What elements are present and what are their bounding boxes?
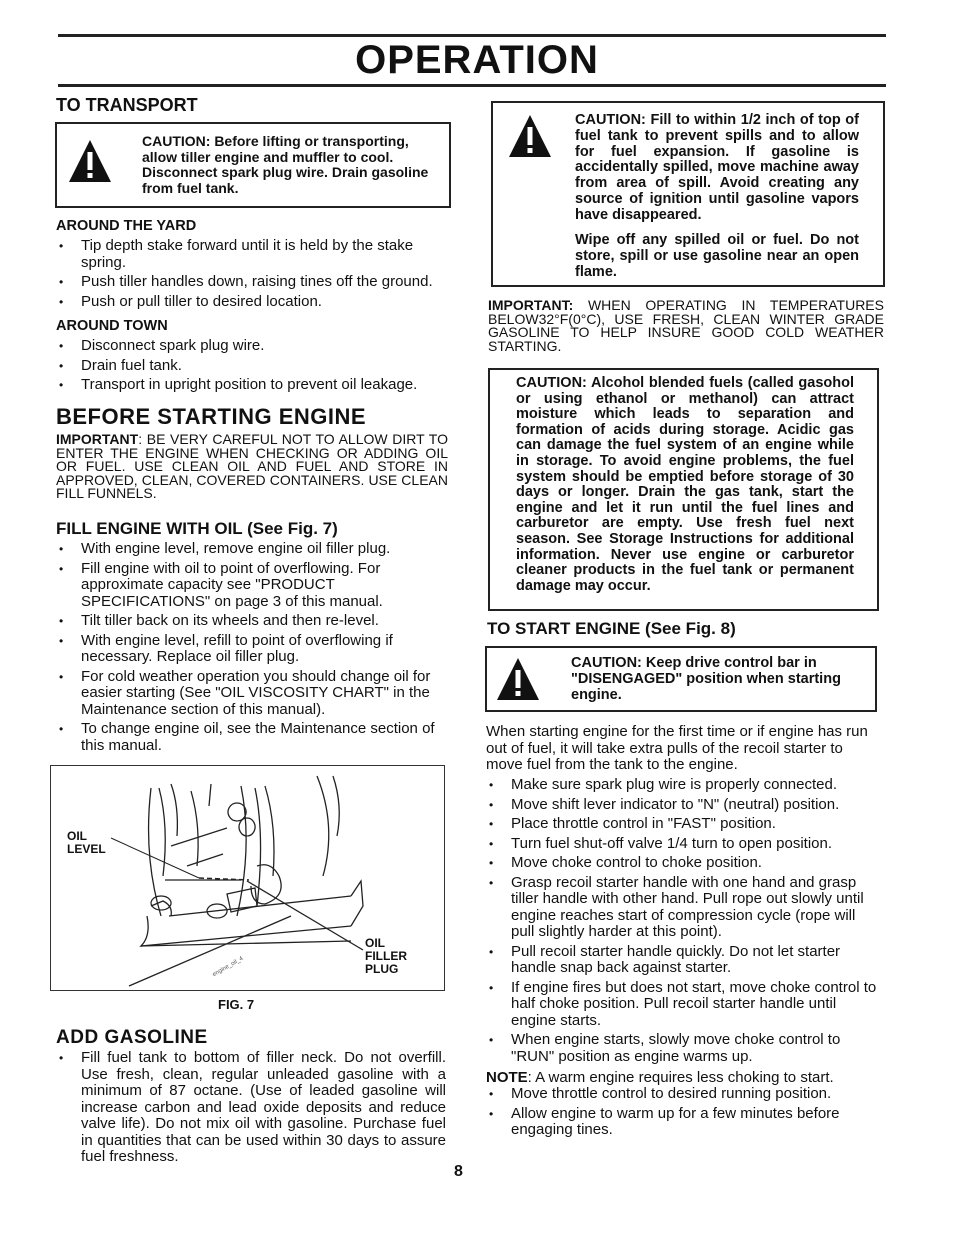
- list-item: • Fill fuel tank to bottom of filler neck. Do not overfill. Use fresh, clean, regular unleaded gasoline with a minimum of 87 octane. (Use of leaded gasoline will increase carbon and lead oxide deposits and reduce valve life). Do not mix oil with gasoline. Purchase fuel in quantities that can be used within 30 days to assure fuel freshness.: [56, 1050, 446, 1166]
- final-steps-list: [486, 1086, 878, 1142]
- figure-7-caption: FIG. 7: [218, 997, 255, 1012]
- important-text: : BE VERY CAREFUL NOT TO ALLOW DIRT TO ENTER THE ENGINE WHEN CHECKING OR ADDING OIL OR FUEL. USE CLEAN OIL AND FUEL AND STORE IN APPROVED, CLEAN, COVERED CONTAINERS. USE CLEAN FILL FUNNELS.: [56, 431, 448, 501]
- list-item: • Disconnect spark plug wire.: [56, 338, 451, 355]
- figure-7-frame: [50, 765, 445, 991]
- around-yard-list: [56, 238, 451, 313]
- fill-oil-list: [56, 541, 448, 757]
- list-item: • Tilt tiller back on its wheels and then re-level.: [56, 613, 448, 630]
- warning-icon: [507, 113, 553, 159]
- list-item: • Move throttle control to desired running position.: [486, 1086, 878, 1103]
- drive-caution-text: CAUTION: Keep drive control bar in "DISENGAGED" position when starting engine.: [571, 655, 841, 703]
- top-rule: [58, 34, 886, 37]
- list-item: • Make sure spark plug wire is properly connected.: [486, 777, 878, 794]
- note-text: : A warm engine requires less choking to start.: [527, 1069, 834, 1086]
- note: [486, 1069, 880, 1086]
- drive-caution-box: [485, 646, 877, 712]
- fill-oil-heading: FILL ENGINE WITH OIL (See Fig. 7): [56, 519, 338, 538]
- start-intro: When starting engine for the first time or if engine has run out of fuel, it will take extra pulls of the recoil starter to move fuel from the tank to the engine.: [486, 723, 868, 773]
- add-gasoline-list: [56, 1050, 446, 1169]
- around-town-heading: AROUND TOWN: [56, 318, 168, 334]
- list-item: • Transport in upright position to prevent oil leakage.: [56, 377, 451, 394]
- page-title: OPERATION: [355, 38, 599, 82]
- list-item: • Fill engine with oil to point of overflowing. For approximate capacity see "PRODUCT SPECIFICATIONS" on page 3 of this manual.: [56, 561, 448, 611]
- alcohol-caution-text: CAUTION: Alcohol blended fuels (called gasohol or using ethanol or methanol) can attract moisture which leads to separation and formation of acids during storage. Acidic gas can damage the fuel system of an engine while in storage. To avoid engine problems, the fuel system should be emptied before storage of 30 days or longer. Drain the gas tank, start the engine and let it run until the fuel lines and carburetor are empty. Use fresh fuel next season. See Storage Instructions for additional information. Never use engine or carburetor cleaner products in the fuel tank or permanent damage may occur.: [516, 375, 854, 594]
- oil-level-line2: LEVEL: [67, 842, 106, 856]
- before-starting-important: [56, 433, 448, 501]
- list-item: • Pull recoil starter handle quickly. Do not let starter handle snap back against starter.: [486, 944, 878, 977]
- list-item: • Turn fuel shut-off valve 1/4 turn to open position.: [486, 836, 878, 853]
- alcohol-caution-box: [488, 368, 879, 611]
- around-town-list: [56, 338, 451, 397]
- to-transport-heading: TO TRANSPORT: [56, 95, 198, 115]
- important-label: IMPORTANT: [56, 431, 139, 447]
- list-item: • With engine level, remove engine oil filler plug.: [56, 541, 448, 558]
- important-label: IMPORTANT:: [488, 297, 574, 313]
- list-item: • Grasp recoil starter handle with one hand and grasp tiller handle with other hand. Pull rope out slowly until engine reaches start of compression cycle (rope will pull slightly harder at this point).: [486, 875, 878, 941]
- list-item: • To change engine oil, see the Maintenance section of this manual.: [56, 721, 448, 754]
- page-number: 8: [454, 1163, 463, 1180]
- spill-caution-text: Wipe off any spilled oil or fuel. Do not store, spill or use gasoline near an open flame.: [575, 232, 859, 280]
- figure-code: engine_oil_4: [211, 955, 245, 979]
- transport-caution-box: [55, 122, 451, 208]
- list-item: • Move choke control to choke position.: [486, 855, 878, 872]
- before-starting-heading: BEFORE STARTING ENGINE: [56, 404, 367, 429]
- filler-line1: OIL: [365, 936, 385, 950]
- warning-icon: [67, 138, 113, 184]
- filler-line2: FILLER: [365, 949, 407, 963]
- transport-caution-text: CAUTION: Before lifting or transporting, allow tiller engine and muffler to cool. Disconnect spark plug wire. Drain gasoline from fuel tank.: [142, 133, 429, 196]
- list-item: • Push tiller handles down, raising tines off the ground.: [56, 274, 451, 291]
- list-item: • With engine level, refill to point of overflowing if necessary. Replace oil filler plug.: [56, 633, 448, 666]
- oil-level-label: [67, 830, 106, 856]
- oil-level-line1: OIL: [67, 829, 87, 843]
- start-steps-list: [486, 777, 878, 1068]
- filler-line3: PLUG: [365, 962, 399, 976]
- important-text: WHEN OPERATING IN TEMPERATURES BELOW32°F(0°C), USE FRESH, CLEAN WINTER GRADE GASOLINE TO HELP INSURE GOOD COLD WEATHER STARTING.: [488, 297, 884, 354]
- fuel-caution-box: [491, 101, 885, 287]
- fuel-caution-text: CAUTION: Fill to within 1/2 inch of top of fuel tank to prevent spills and to allow for fuel expansion. If gasoline is accidentally spilled, move machine away from area of spill. Avoid creating any source of ignition until gasoline vapors have disappeared.: [575, 112, 859, 223]
- list-item: • Push or pull tiller to desired location.: [56, 294, 451, 311]
- title-rule: [58, 84, 886, 87]
- add-gasoline-heading: ADD GASOLINE: [56, 1027, 208, 1048]
- oil-filler-plug-label: [365, 937, 407, 976]
- list-item: • Drain fuel tank.: [56, 358, 451, 375]
- list-item: • Tip depth stake forward until it is held by the stake spring.: [56, 238, 451, 271]
- list-item: • If engine fires but does not start, move choke control to half choke position. Pull recoil starter handle until engine starts.: [486, 980, 878, 1030]
- list-item: • Allow engine to warm up for a few minutes before engaging tines.: [486, 1106, 878, 1139]
- to-start-heading: TO START ENGINE (See Fig. 8): [487, 619, 736, 638]
- list-item: • Move shift lever indicator to "N" (neutral) position.: [486, 797, 878, 814]
- list-item: • Place throttle control in "FAST" position.: [486, 816, 878, 833]
- winter-important: [488, 299, 884, 353]
- note-label: NOTE: [486, 1069, 528, 1086]
- list-item: • When engine starts, slowly move choke control to "RUN" position as engine warms up.: [486, 1032, 878, 1065]
- around-yard-heading: AROUND THE YARD: [56, 218, 197, 234]
- list-item: • For cold weather operation you should change oil for easier starting (See "OIL VISCOSITY CHART" in the Maintenance section of this manual).: [56, 669, 448, 719]
- warning-icon: [495, 656, 541, 702]
